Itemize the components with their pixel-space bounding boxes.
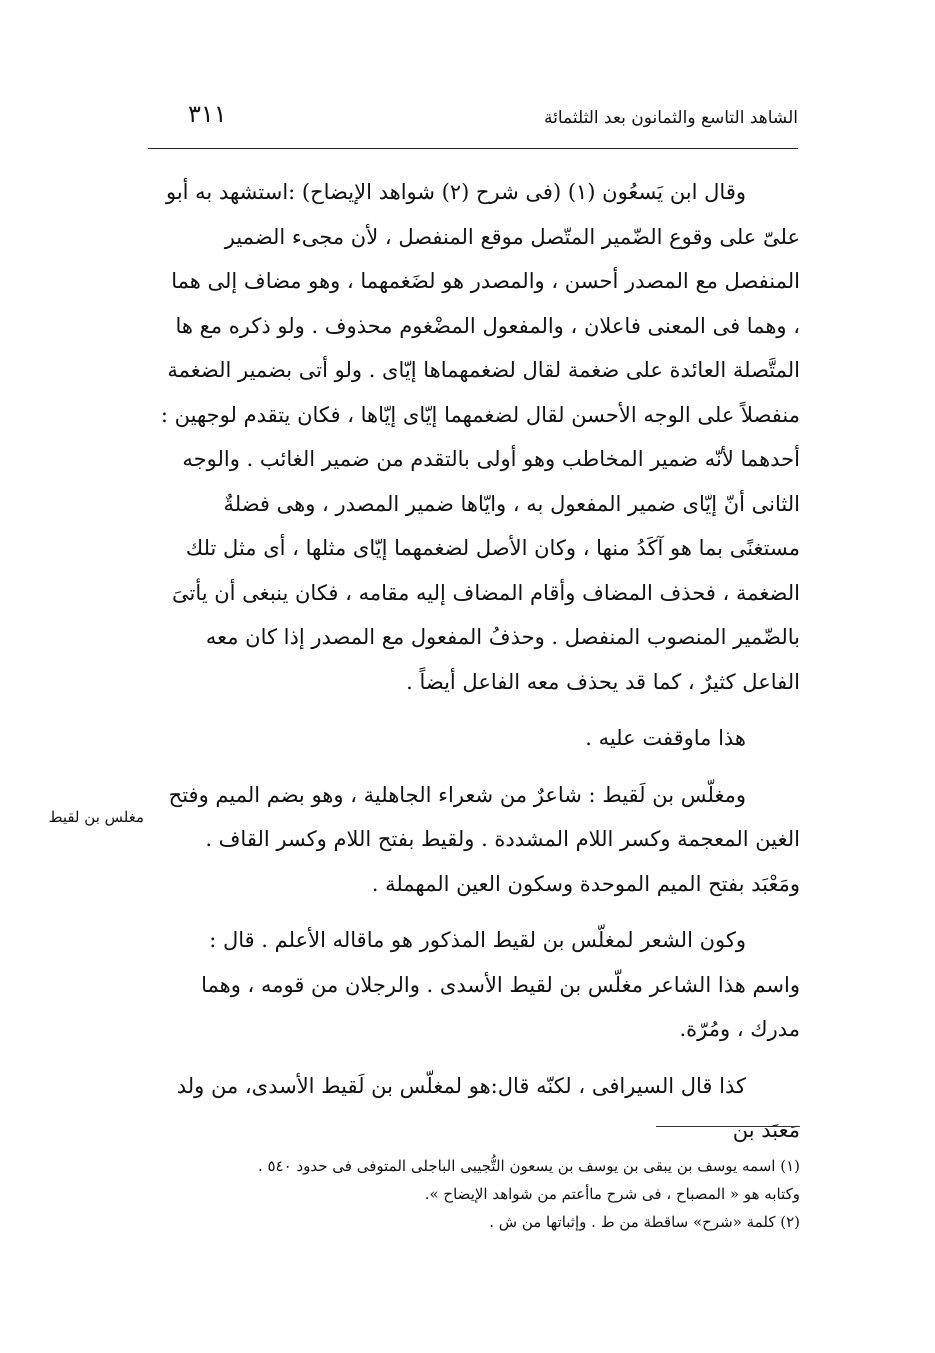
header-rule (148, 148, 798, 149)
paragraph-attribution: وكون الشعر لمغلّس بن لقيط المذكور هو ماقاله الأعلم . قال : واسم هذا الشاعر مغلّس بن لقيط الأسدى . والرجلان من قومه ، وهما مدرك ، ومُرّة. (201, 928, 800, 1041)
paragraph-sirafi: كذا قال السيرافى ، لكنّه قال:هو لمغلّس بن لَقيط الأسدى، من ولد مَعبَد بن (176, 1073, 800, 1142)
margin-note: مغلس بن لقيط (48, 808, 144, 826)
paragraph-conclusion: هذا ماوقفت عليه . (585, 726, 746, 750)
footnote-1: (١) اسمه يوسف بن يبقى بن يوسف بن يسعون التُّجيبى الباجلى المتوفى فى حدود ٥٤٠ . (257, 1157, 800, 1175)
paragraph-ibn-yasun: وقال ابن يَسعُون (١) (فى شرح (٢) شواهد الإيضاح) :استشهد به أبو علىّ على وقوع الضّمير المتّصل موقع المنفصل ، لأن مجىء الضمير المنفصل مع المصدر أحسن ، والمصدر هو لضَغمهما ، وهو مضاف إلى هما ، وهما فى المعنى فاعلان ، والمفعول المضْغوم محذوف . ولو ذكره مع ها المتَّصلة العائدة على ضغمة لقال لضغمهماها إيّاى . ولو أتى بضمير الضغمة منفصلاً على الوجه الأحسن لقال لضغمهما إيّاى إيّاها ، فكان يتقدم لوجهين : أحدهما لأنّه ضمير المخاطب وهو أولى بالتقدم من ضمير الغائب . والوجه الثانى أنّ إيّاى ضمير المفعول به ، وايّاها ضمير المصدر ، وهى فضلةٌ مستغنًى بما هو آكَدُ منها ، وكان الأصل لضغمهما إيّاى مثلها ، أى مثل تلك الضغمة ، فحذف المضاف وأقام المضاف إليه مقامه ، فكان ينبغى أن يأتىَ بالضّمير المنصوب المنفصل . وحذفُ المفعول مع المصدر إذا كان معه الفاعل كثيرٌ ، كما قد يحذف معه الفاعل أيضاً . (160, 180, 800, 694)
page-header (148, 96, 798, 142)
footnote-rule (656, 1126, 800, 1127)
paragraph-mughallis-bio: ومغلّس بن لَقيط : شاعرٌ من شعراء الجاهلية ، وهو بضم الميم وفتح الغين المعجمة وكسر اللام المشددة . ولقيط بفتح اللام وكسر القاف . ومَعْبَد بفتح الميم الموحدة وسكون العين المهملة . (168, 782, 800, 896)
page-number: ٣١١ (188, 100, 227, 128)
footnotes (158, 1152, 800, 1236)
footnote-1-continued: وكتابه هو « المصباح ، فى شرح ماأعتم من شواهد الإيضاح ». (424, 1185, 800, 1203)
footnote-2: (٢) كلمة «شرح» ساقطة من ط . وإثباتها من ش . (489, 1213, 800, 1231)
main-text (158, 170, 800, 1153)
running-title: الشاهد التاسع والثمانون بعد الثلثمائة (543, 108, 798, 128)
